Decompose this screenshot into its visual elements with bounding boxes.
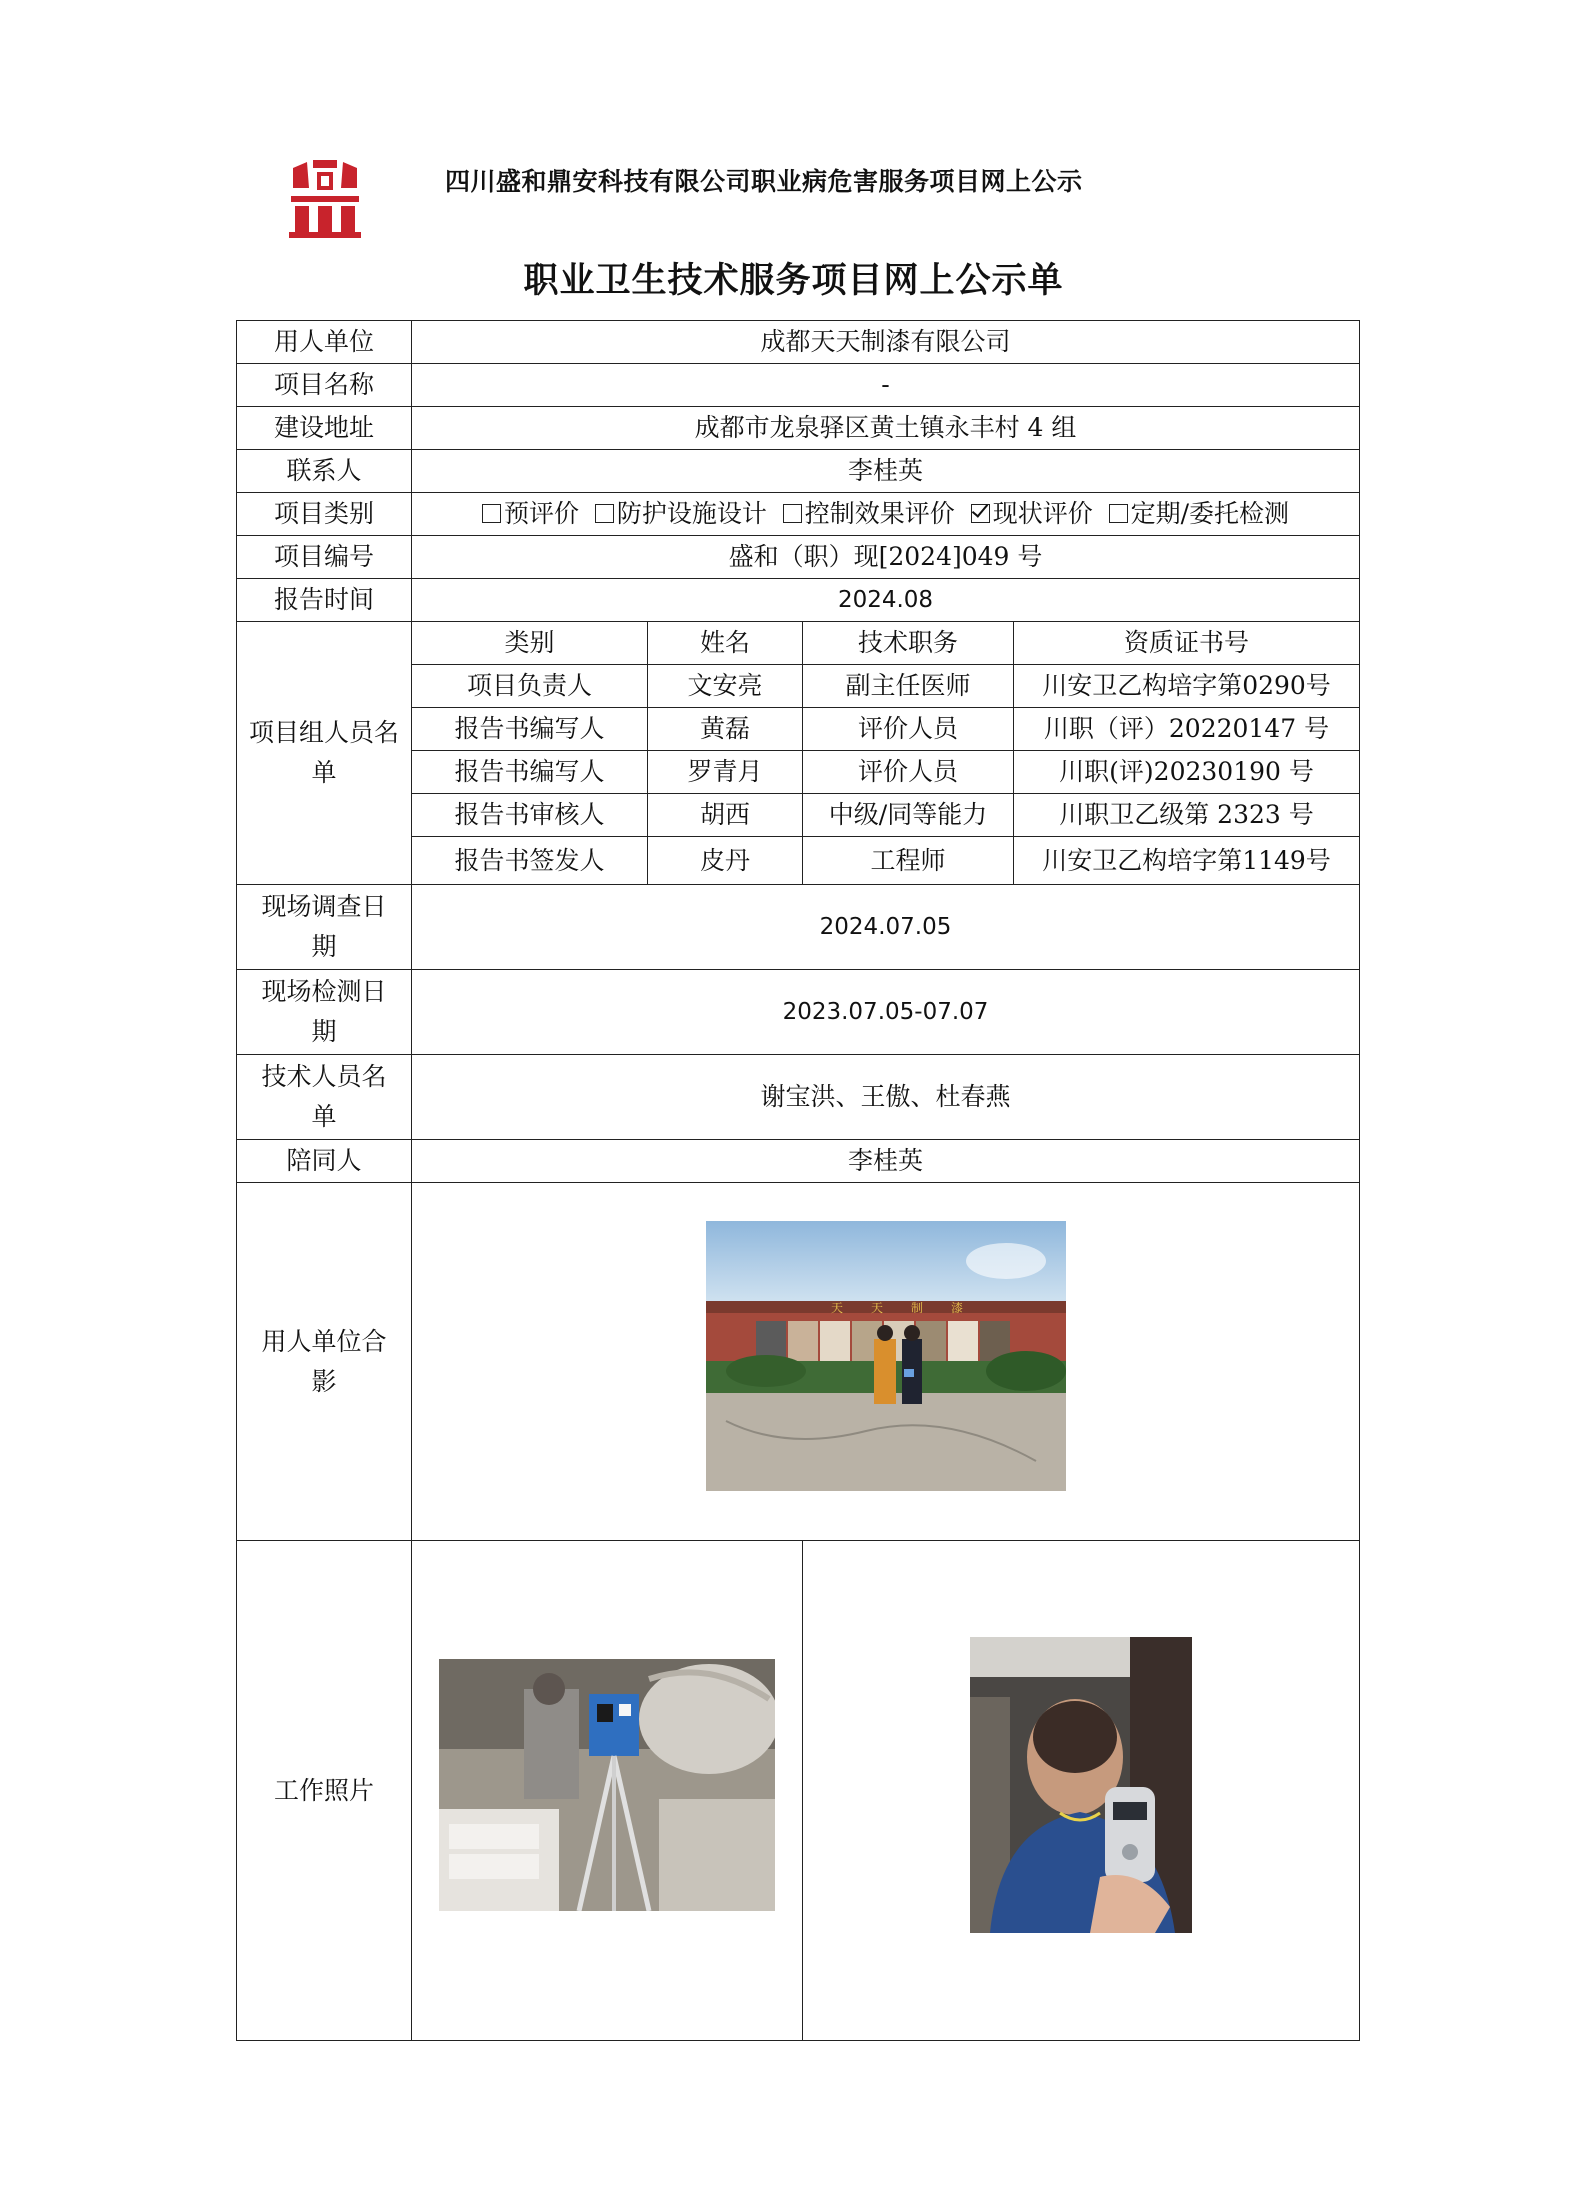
contact-label: 联系人 — [237, 450, 412, 493]
work-photo-noise-measurement — [970, 1637, 1192, 1933]
category-option-checked: 现状评价 — [971, 499, 1093, 528]
group-photo — [706, 1221, 1066, 1491]
row-project-no — [237, 536, 1360, 579]
member-name: 胡西 — [648, 794, 803, 837]
checked-checkbox-icon — [971, 504, 990, 523]
member-role: 报告书编写人 — [412, 751, 648, 794]
project-no-value: 盛和（职）现[2024]049 号 — [412, 536, 1360, 579]
group-photo-label: 用人单位合影 — [237, 1183, 412, 1541]
member-title: 评价人员 — [803, 751, 1014, 794]
checkbox-icon — [1109, 504, 1128, 523]
member-cert: 川安卫乙构培字第1149号 — [1014, 837, 1360, 885]
row-category — [237, 493, 1360, 536]
member-cert: 川职(评)20230190 号 — [1014, 751, 1360, 794]
member-role: 项目负责人 — [412, 665, 648, 708]
row-survey-date — [237, 885, 1360, 970]
document-title: 职业卫生技术服务项目网上公示单 — [523, 260, 1064, 301]
work-photos-label: 工作照片 — [237, 1541, 412, 2041]
page-header — [0, 150, 1587, 250]
team-header: 技术职务 — [803, 622, 1014, 665]
test-date-value: 2023.07.05-07.07 — [412, 970, 1360, 1055]
member-name: 文安亮 — [648, 665, 803, 708]
member-name: 黄磊 — [648, 708, 803, 751]
member-name: 皮丹 — [648, 837, 803, 885]
category-option: 预评价 — [482, 499, 579, 528]
category-option: 定期/委托检测 — [1109, 499, 1289, 528]
checkbox-icon — [783, 504, 802, 523]
escort-value: 李桂英 — [412, 1140, 1360, 1183]
row-tech-staff — [237, 1055, 1360, 1140]
employer-label: 用人单位 — [237, 321, 412, 364]
row-report-time — [237, 579, 1360, 622]
tech-staff-label: 技术人员名单 — [237, 1055, 412, 1140]
row-project-name — [237, 364, 1360, 407]
member-cert: 川职卫乙级第 2323 号 — [1014, 794, 1360, 837]
row-contact — [237, 450, 1360, 493]
row-work-photos — [237, 1541, 1360, 2041]
row-address — [237, 407, 1360, 450]
survey-date-value: 2024.07.05 — [412, 885, 1360, 970]
row-escort — [237, 1140, 1360, 1183]
category-option: 控制效果评价 — [783, 499, 955, 528]
team-header: 资质证书号 — [1014, 622, 1360, 665]
address-label: 建设地址 — [237, 407, 412, 450]
report-time-value: 2024.08 — [412, 579, 1360, 622]
employer-value: 成都天天制漆有限公司 — [412, 321, 1360, 364]
member-title: 评价人员 — [803, 708, 1014, 751]
member-name: 罗青月 — [648, 751, 803, 794]
team-header: 姓名 — [648, 622, 803, 665]
report-time-label: 报告时间 — [237, 579, 412, 622]
member-role: 报告书编写人 — [412, 708, 648, 751]
company-logo — [287, 158, 363, 238]
member-cert: 川安卫乙构培字第0290号 — [1014, 665, 1360, 708]
address-value: 成都市龙泉驿区黄土镇永丰村 4 组 — [412, 407, 1360, 450]
member-role: 报告书签发人 — [412, 837, 648, 885]
checkbox-icon — [482, 504, 501, 523]
category-label: 项目类别 — [237, 493, 412, 536]
member-title: 中级/同等能力 — [803, 794, 1014, 837]
project-no-label: 项目编号 — [237, 536, 412, 579]
member-role: 报告书审核人 — [412, 794, 648, 837]
contact-value: 李桂英 — [412, 450, 1360, 493]
group-photo-cell — [412, 1183, 1360, 1541]
sign-text-char: 天天制漆 — [830, 1300, 991, 1315]
row-employer — [237, 321, 1360, 364]
category-option: 防护设施设计 — [595, 499, 767, 528]
team-header-row — [237, 622, 1360, 665]
survey-date-label: 现场调查日期 — [237, 885, 412, 970]
category-options — [412, 493, 1360, 536]
member-title: 副主任医师 — [803, 665, 1014, 708]
checkbox-icon — [595, 504, 614, 523]
team-label: 项目组人员名单 — [237, 622, 412, 885]
escort-label: 陪同人 — [237, 1140, 412, 1183]
header-title: 四川盛和鼎安科技有限公司职业病危害服务项目网上公示 — [445, 167, 1083, 196]
team-header: 类别 — [412, 622, 648, 665]
member-title: 工程师 — [803, 837, 1014, 885]
work-photo-cell-1 — [412, 1541, 803, 2041]
work-photo-sampling — [439, 1659, 775, 1911]
tech-staff-value: 谢宝洪、王傲、杜春燕 — [412, 1055, 1360, 1140]
project-name-value: - — [412, 364, 1360, 407]
notice-table — [236, 320, 1360, 2041]
row-test-date — [237, 970, 1360, 1055]
work-photo-cell-2 — [803, 1541, 1360, 2041]
test-date-label: 现场检测日期 — [237, 970, 412, 1055]
project-name-label: 项目名称 — [237, 364, 412, 407]
member-cert: 川职（评）20220147 号 — [1014, 708, 1360, 751]
row-group-photo — [237, 1183, 1360, 1541]
